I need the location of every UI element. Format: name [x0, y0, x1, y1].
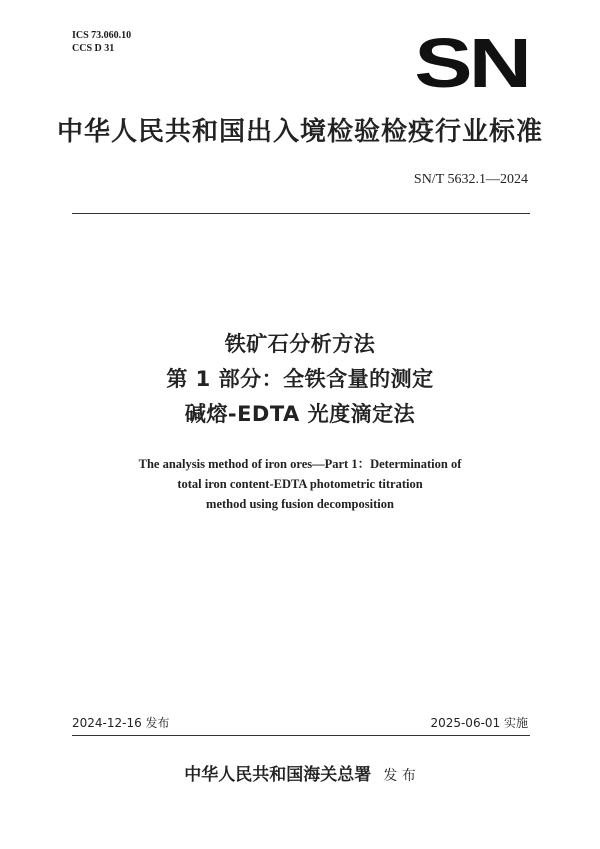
implementation-date: 2025-06-01 实施 [430, 716, 528, 730]
footer-divider [72, 735, 530, 736]
issuer-action: 发 布 [383, 768, 416, 784]
sn-logo: SN [413, 24, 528, 102]
standard-number: SN/T 5632.1—2024 [413, 172, 528, 187]
ics-code: ICS 73.060.10 [72, 30, 132, 41]
english-title-line-2: total iron content-EDTA photometric titration [177, 477, 423, 491]
issuing-authority [0, 764, 600, 787]
chinese-title-line-3: 碱熔-EDTA 光度滴定法 [184, 402, 416, 426]
issue-date: 2024-12-16 发布 [72, 716, 170, 730]
header-divider [72, 213, 530, 214]
standard-category-title: 中华人民共和国出入境检验检疫行业标准 [56, 117, 543, 147]
issuer-name: 中华人民共和国海关总署 [184, 765, 372, 785]
english-title-line-3: method using fusion decomposition [206, 497, 394, 511]
chinese-title-line-2: 第 1 部分：全铁含量的测定 [166, 367, 434, 391]
ccs-code: CCS D 31 [72, 43, 115, 54]
english-title-line-1: The analysis method of iron ores—Part 1：Determination of [138, 457, 462, 471]
chinese-title-line-1: 铁矿石分析方法 [224, 332, 376, 356]
